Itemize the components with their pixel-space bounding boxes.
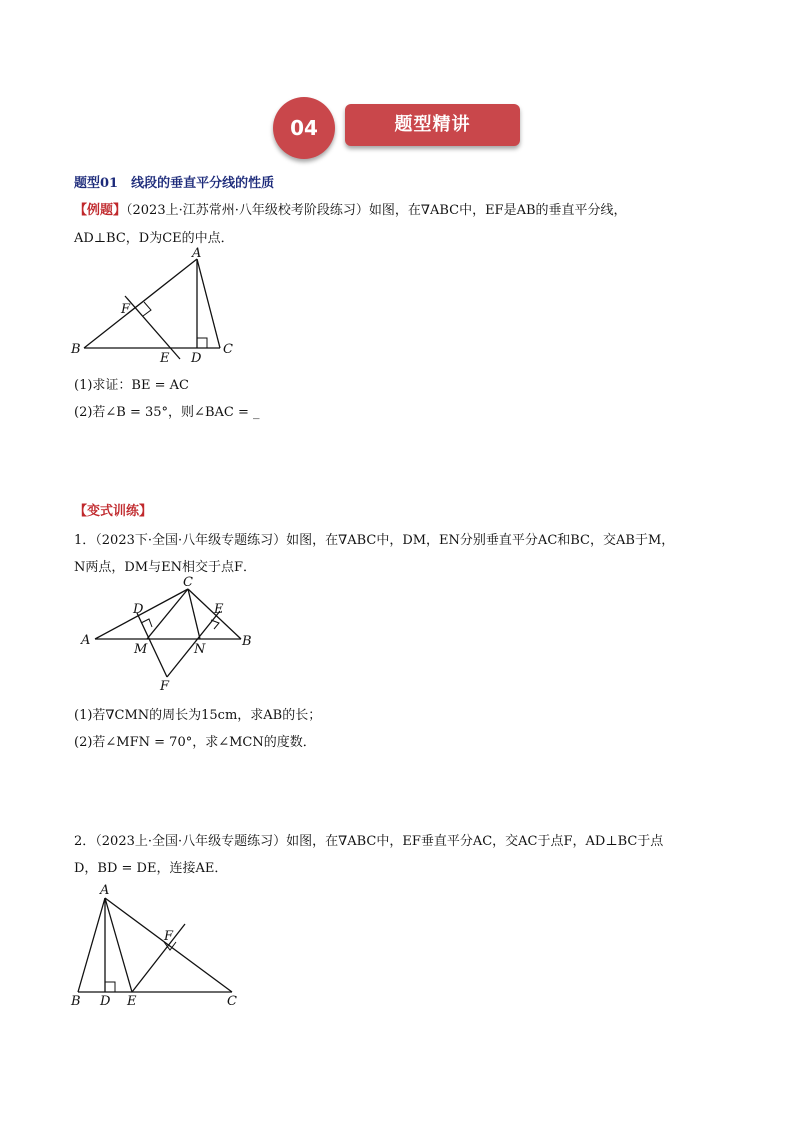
practice-2-figure [60,876,260,1016]
example-text-1: （2023上·江苏常州·八年级校考阶段练习）如图，在∇ABC中，EF是AB的垂直平分线， [126,203,627,218]
example-label-c: C [223,342,233,357]
practice-1-label-c: C [183,575,193,590]
practice-1-label-e: E [214,602,224,617]
practice-tag: 【变式训练】 [74,504,153,519]
example-label-b: B [71,342,81,357]
example-tag: 【例题】 [74,203,127,218]
practice-2-label-f: F [164,929,174,944]
practice-1-question-2: (2)若∠MFN = 70°，求∠MCN的度数． [74,735,316,750]
example-question-1: (1)求证：BE = AC [74,378,189,393]
practice-1-label-m: M [134,642,148,657]
banner-label: 题型精讲 [394,114,471,135]
practice-1-line-2: N两点，DM与EN相交于点F． [74,560,256,575]
example-label-e: E [160,351,170,365]
practice-1-label-d: D [133,602,144,617]
banner-number: 04 [290,116,318,140]
practice-2-label-d: D [100,994,111,1009]
practice-1-question-1: (1)若∇CMN的周长为15cm，求AB的长； [74,708,322,723]
example-label-a: A [192,246,202,261]
practice-2-label-a: A [100,883,110,898]
section-title: 题型01 线段的垂直平分线的性质 [74,176,275,191]
example-figure [60,245,260,365]
practice-1-label-n: N [194,642,206,657]
example-label-f: F [121,302,131,317]
practice-2-line-1: 2．（2023上·全国·八年级专题练习）如图，在∇ABC中，EF垂直平分AC，交AC于点F，AD⊥BC于点 [74,834,664,849]
practice-1-label-b: B [242,634,252,649]
example-label-d: D [191,351,202,365]
example-line-1 [74,199,627,218]
practice-1-line-1: 1．（2023下·全国·八年级专题练习）如图，在∇ABC中，DM，EN分别垂直平分AC和BC，交AB于M， [74,533,675,548]
practice-2-label-b: B [71,994,81,1009]
practice-1-label-a: A [81,633,91,648]
practice-2-label-c: C [227,994,237,1009]
practice-1-figure [75,575,265,695]
practice-2-line-2: D，BD = DE，连接AE． [74,861,228,876]
example-question-2: (2)若∠B = 35°，则∠BAC = _ [74,405,260,420]
practice-1-label-f: F [160,679,170,694]
practice-2-label-e: E [127,994,137,1009]
example-line-2: AD⊥BC，D为CE的中点． [74,231,234,246]
